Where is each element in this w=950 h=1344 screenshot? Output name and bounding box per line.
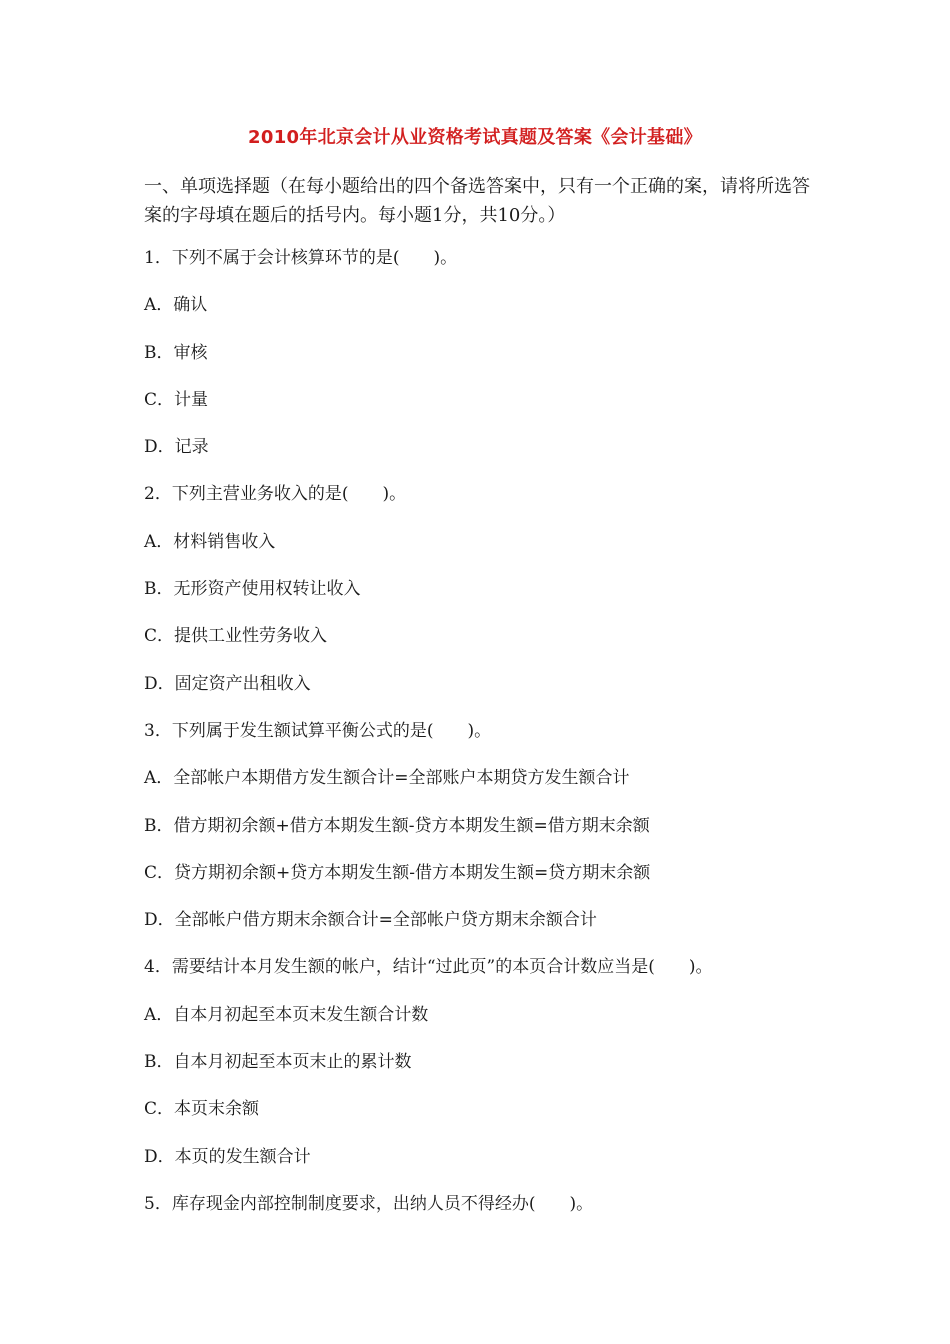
option-2a: A．材料销售收入 [144,531,276,552]
question-2: 2．下列主营业务收入的是( )。 [144,484,407,505]
section-heading: 一、单项选择题（在每小题给出的四个备选答案中，只有一个正确的案，请将所选答案的字母填在题后的括号内。每小题1分，共10分。） [144,176,810,226]
option-4b: B．自本月初起至本页末止的累计数 [144,1052,412,1073]
option-3b: B．借方期初余额+借方本期发生额-贷方本期发生额=借方期末余额 [144,815,650,836]
option-4d: D．本页的发生额合计 [144,1146,311,1167]
option-1a: A．确认 [144,295,208,316]
option-4a: A．自本月初起至本页末发生额合计数 [144,1004,429,1025]
option-1b: B．审核 [144,342,208,363]
option-1d: D．记录 [144,437,209,458]
option-3c: C．贷方期初余额+贷方本期发生额-借方本期发生额=贷方期末余额 [144,862,651,883]
question-3: 3．下列属于发生额试算平衡公式的是( )。 [144,720,492,741]
option-3a: A．全部帐户本期借方发生额合计=全部账户本期贷方发生额合计 [144,768,630,789]
option-1c: C．计量 [144,389,209,410]
option-4c: C．本页末余额 [144,1099,260,1120]
question-4: 4．需要结计本月发生额的帐户，结计“过此页”的本页合计数应当是( )。 [144,957,713,978]
question-1: 1．下列不属于会计核算环节的是( )。 [144,248,458,268]
option-2b: B．无形资产使用权转让收入 [144,579,361,600]
option-2d: D．固定资产出租收入 [144,673,311,694]
question-list [144,246,844,1239]
document-title: 2010年北京会计从业资格考试真题及答案《会计基础》 [248,127,702,148]
question-5: 5．库存现金内部控制制度要求，出纳人员不得经办( )。 [144,1193,594,1214]
option-2c: C．提供工业性劳务收入 [144,626,328,647]
option-3d: D．全部帐户借方期末余额合计=全部帐户贷方期末余额合计 [144,910,597,931]
